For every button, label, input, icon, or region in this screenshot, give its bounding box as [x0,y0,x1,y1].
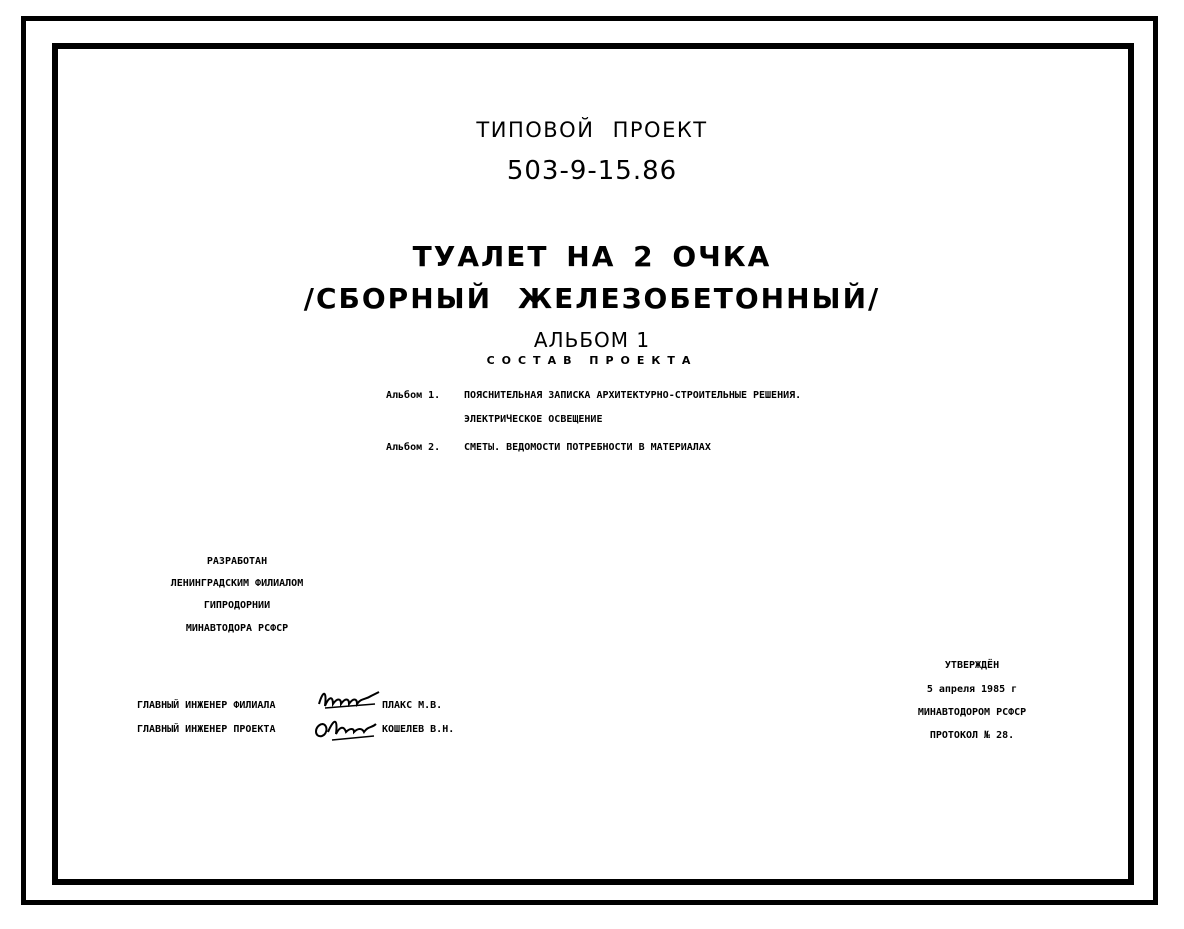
contents-item-1-continuation: ЭЛЕКТРИЧЕСКОЕ ОСВЕЩЕНИЕ [464,414,603,425]
developer-line-1: РАЗРАБОТАН [206,556,268,567]
developer-line-3: ГИПРОДОРНИИ [203,600,271,611]
signature-role: ГЛАВНЫЙ ИНЖЕНЕР ФИЛИАЛА [137,700,276,711]
contents-heading: СОСТАВ ПРОЕКТА [486,354,698,367]
title-line-2: /СБОРНЫЙ ЖЕЛЕЗОБЕТОННЫЙ/ [303,282,881,315]
signature-name-2: КОШЕЛЕВ В.Н. [382,724,455,735]
contents-item-2 [386,442,711,453]
approved-line-2: 5 апреля 1985 г [926,684,1018,695]
signature-row-2 [137,724,313,735]
approved-line-4: ПРОТОКОЛ № 28. [929,730,1015,741]
contents-item-label: Альбом 1. [386,390,441,401]
signature-row-1 [137,700,313,711]
signature-name-1: ПЛАКС М.В. [382,700,443,711]
signature-role: ГЛАВНЫЙ ИНЖЕНЕР ПРОЕКТА [137,724,276,735]
contents-item-text: ПОЯСНИТЕЛЬНАЯ ЗАПИСКА АРХИТЕКТУРНО-СТРОИТЕЛЬНЫЕ РЕШЕНИЯ. [464,390,802,401]
developer-line-4: МИНАВТОДОРА РСФСР [185,623,289,634]
project-type: ТИПОВОЙ ПРОЕКТ [476,118,708,142]
developer-line-2: ЛЕНИНГРАДСКИМ ФИЛИАЛОМ [170,578,304,589]
approved-line-3: МИНАВТОДОРОМ РСФСР [917,707,1027,718]
contents-item-1 [386,390,801,401]
signature-2-image [312,714,382,744]
contents-item-text: СМЕТЫ. ВЕДОМОСТИ ПОТРЕБНОСТИ В МАТЕРИАЛАХ [464,442,711,453]
title-line-1: ТУАЛЕТ НА 2 ОЧКА [412,240,772,273]
signature-1-image [315,686,381,716]
approved-line-1: УТВЕРЖДЁН [944,660,1000,671]
album-title: АЛЬБОМ 1 [533,328,651,352]
contents-item-label: Альбом 2. [386,442,441,453]
project-number: 503-9-15.86 [506,156,678,186]
